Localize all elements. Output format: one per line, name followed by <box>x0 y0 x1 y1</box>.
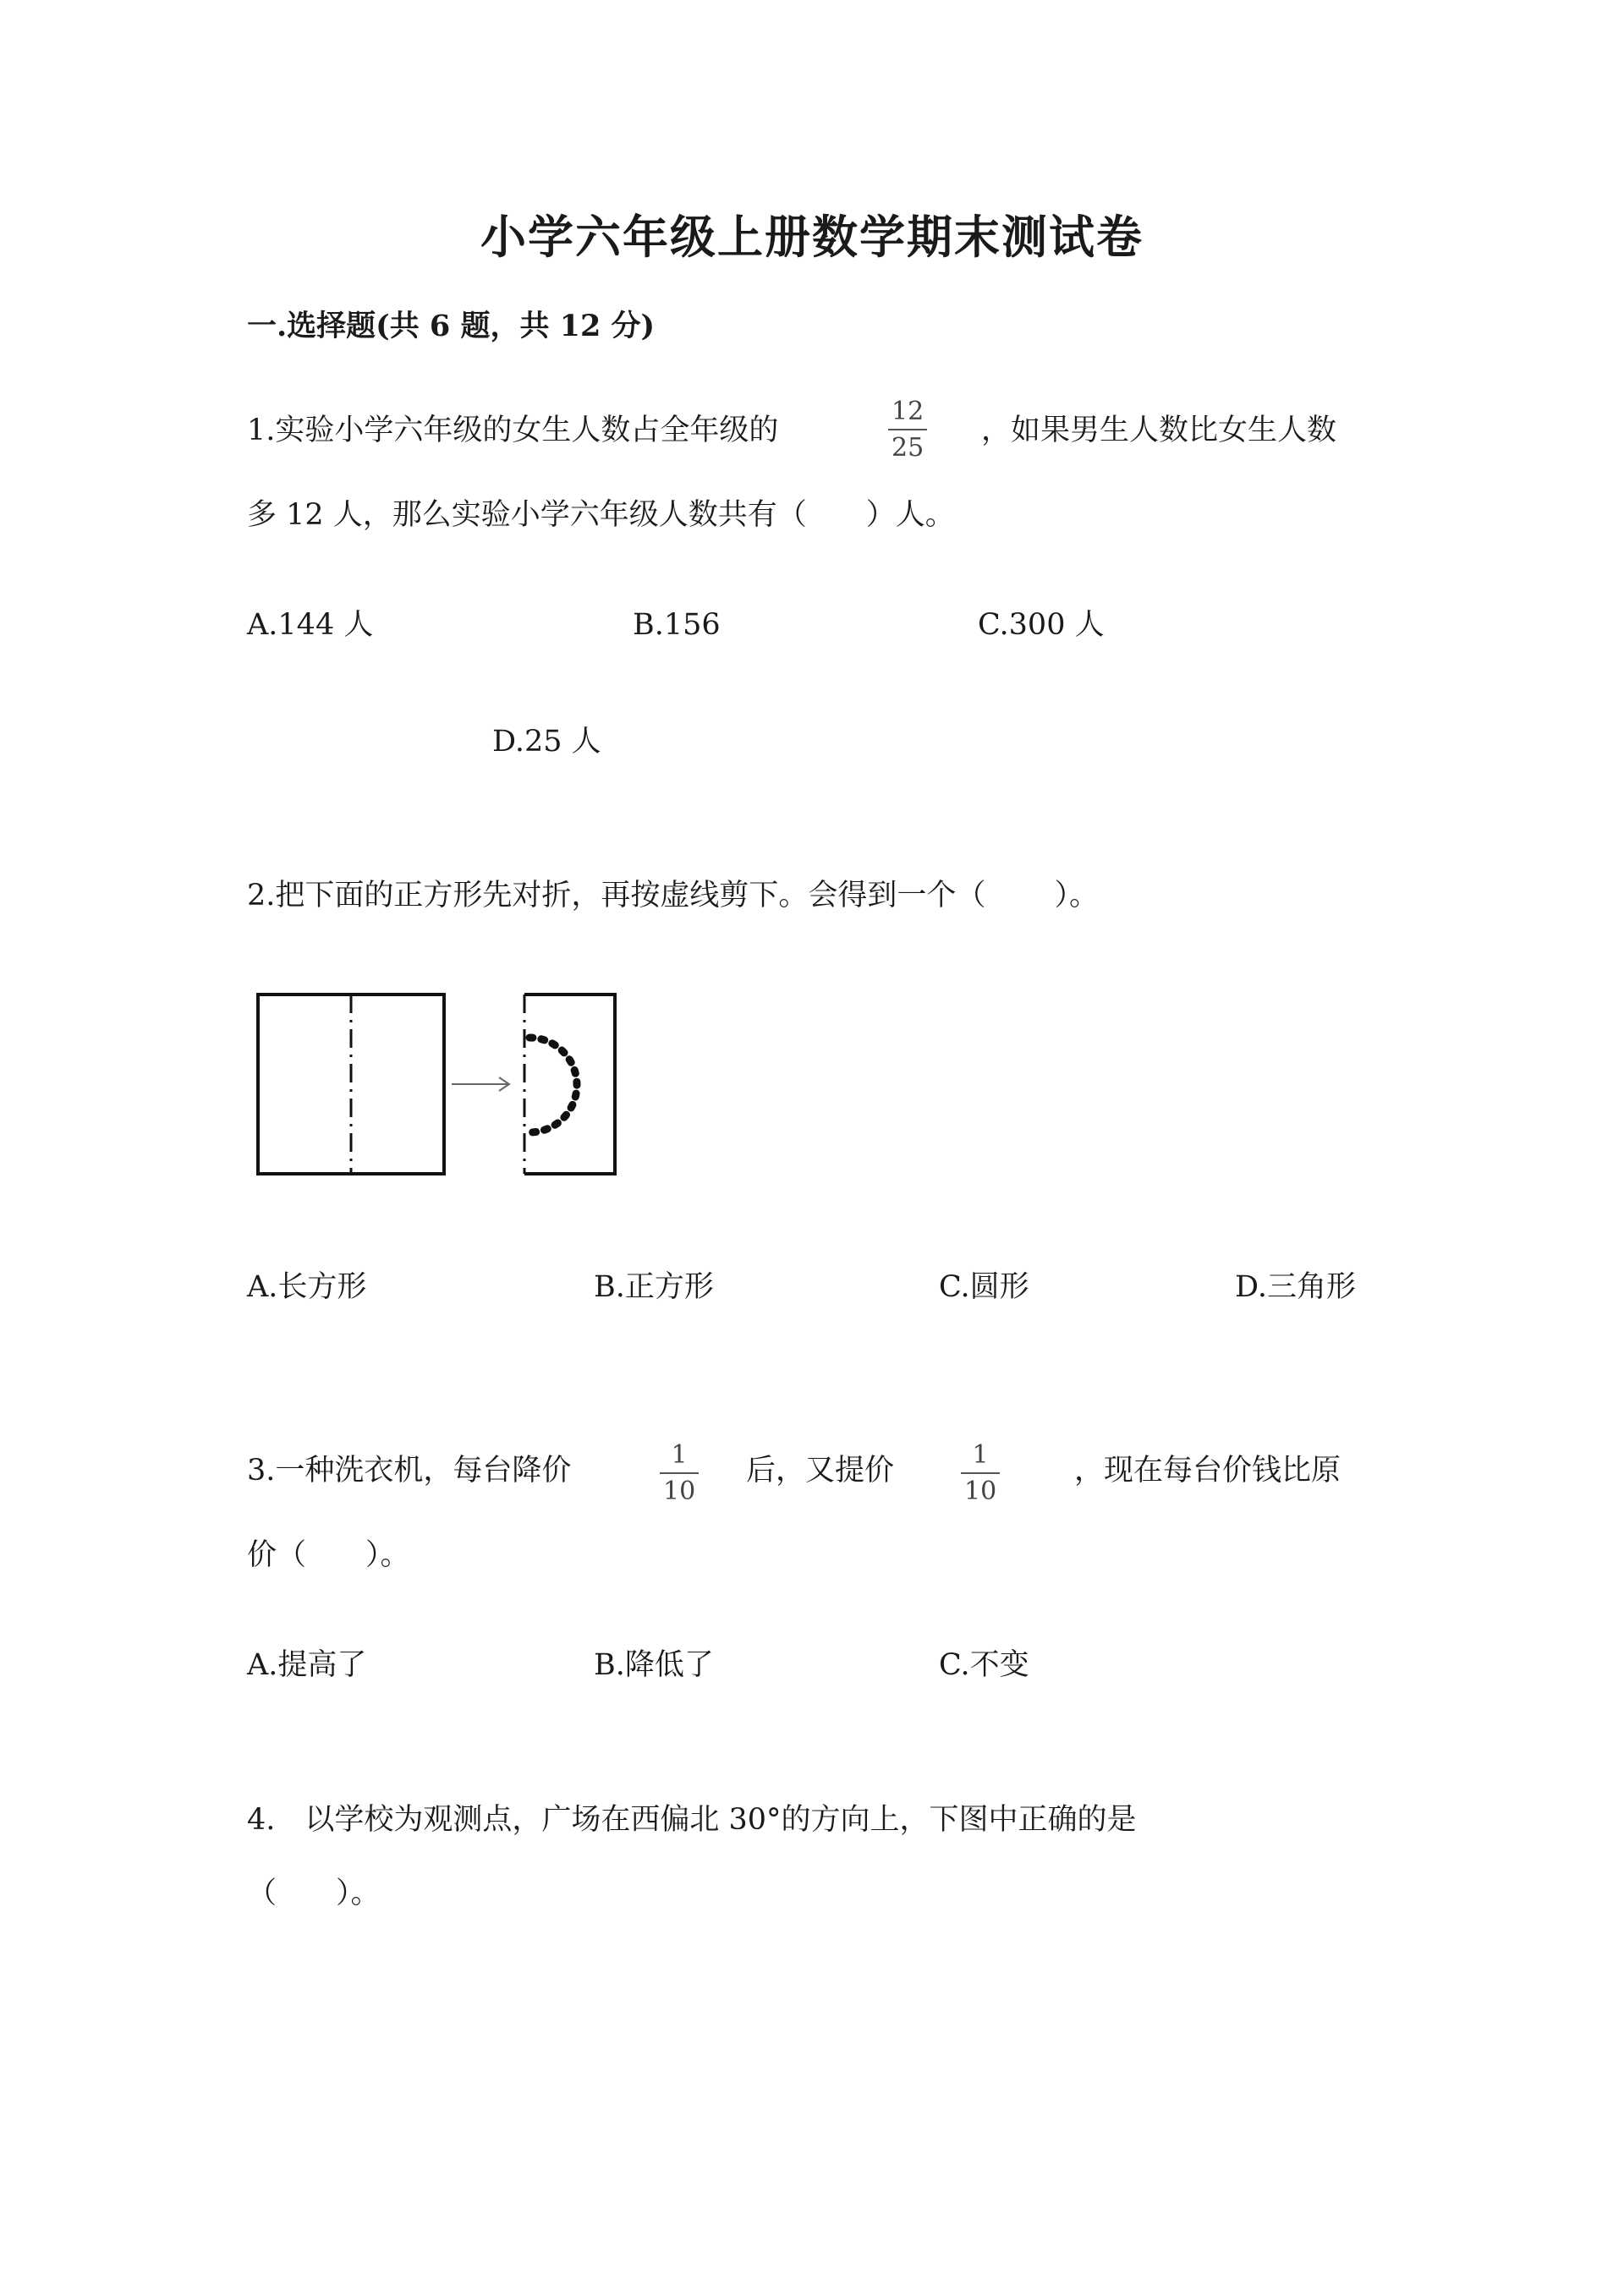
q4-text: 4. 以学校为观测点，广场在西偏北 30°的方向上，下图中正确的是 <box>247 1803 1137 1837</box>
page-title: 小学六年级上册数学期末测试卷 <box>480 210 1144 264</box>
q3-text-mid: 后，又提价 <box>746 1454 895 1488</box>
q1-fraction-denominator: 25 <box>892 433 924 463</box>
q1-option-b[interactable]: B.156 <box>633 608 721 642</box>
fraction-bar <box>961 1472 1000 1474</box>
fraction-bar <box>660 1472 699 1474</box>
q3-fraction-1 <box>660 1440 699 1506</box>
fraction-bar <box>888 429 927 430</box>
q3-text-after: ，现在每台价钱比原 <box>1074 1454 1341 1488</box>
q3-text-line2: 价（ ）。 <box>247 1538 410 1572</box>
q1-fraction-numerator: 12 <box>892 397 924 426</box>
cut-semicircle <box>529 1038 577 1132</box>
q1-text-line2: 多 12 人，那么实验小学六年级人数共有（ ）人。 <box>247 498 955 532</box>
q1-option-a[interactable]: A.144 人 <box>247 608 374 642</box>
q2-option-a[interactable]: A.长方形 <box>247 1270 367 1304</box>
q1-text-before: 1.实验小学六年级的女生人数占全年级的 <box>247 414 779 447</box>
q3-fraction-2-numerator: 1 <box>972 1440 989 1470</box>
q2-option-b[interactable]: B.正方形 <box>594 1270 714 1304</box>
q2-option-d[interactable]: D.三角形 <box>1235 1270 1356 1304</box>
section-heading: 一.选择题(共 6 题，共 12 分) <box>247 309 656 343</box>
q3-option-a[interactable]: A.提高了 <box>247 1648 367 1682</box>
q3-fraction-1-numerator: 1 <box>671 1440 688 1470</box>
q3-fraction-1-denominator: 10 <box>663 1477 696 1506</box>
q3-fraction-2-denominator: 10 <box>964 1477 997 1506</box>
q3-option-c[interactable]: C.不变 <box>939 1648 1029 1682</box>
q3-option-b[interactable]: B.降低了 <box>594 1648 714 1682</box>
q2-option-c[interactable]: C.圆形 <box>939 1270 1029 1304</box>
q3-text-before: 3.一种洗衣机，每台降价 <box>247 1454 572 1488</box>
q3-fraction-2 <box>961 1440 1000 1506</box>
q2-text: 2.把下面的正方形先对折，再按虚线剪下。会得到一个（ ）。 <box>247 879 1100 912</box>
q1-text-after: ，如果男生人数比女生人数 <box>981 414 1337 447</box>
folded-half-outline <box>524 995 615 1174</box>
q1-fraction <box>888 399 927 461</box>
fold-and-cut-diagram <box>254 989 626 1184</box>
q1-option-d[interactable]: D.25 人 <box>492 725 601 759</box>
q1-option-c[interactable]: C.300 人 <box>978 608 1105 642</box>
q4-text-line2: （ ）。 <box>247 1877 381 1910</box>
